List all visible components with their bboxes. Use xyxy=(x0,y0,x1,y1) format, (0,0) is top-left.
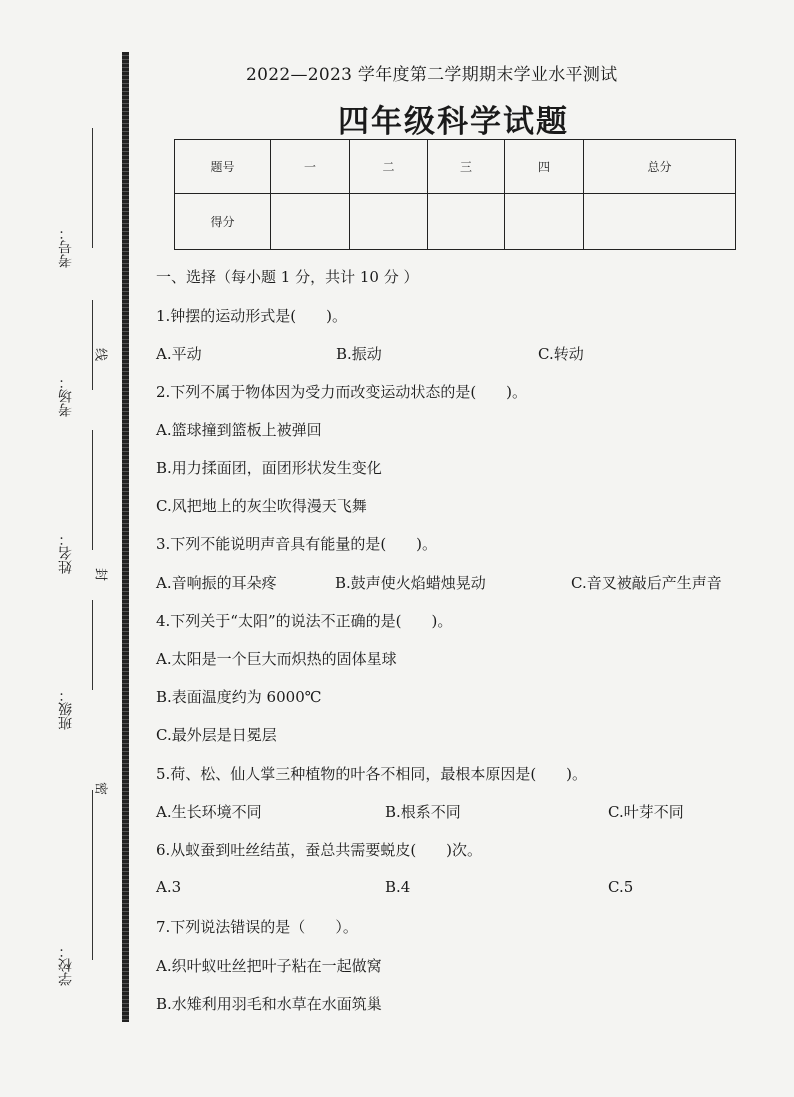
score-row-label: 得分 xyxy=(175,194,271,250)
score-cell[interactable] xyxy=(428,194,505,250)
school-label: 学校： xyxy=(58,944,74,986)
score-table-header: 二 xyxy=(350,140,428,194)
question-stem: 4.下列关于“太阳”的说法不正确的是( )。 xyxy=(156,612,453,630)
option: A.3 xyxy=(156,878,182,896)
score-table-header: 三 xyxy=(428,140,505,194)
option: C.最外层是日冕层 xyxy=(156,726,277,744)
option: B.表面温度约为 6000℃ xyxy=(156,688,322,706)
exam-room-label: 考场： xyxy=(58,375,74,417)
option: A.音响振的耳朵疼 xyxy=(156,574,277,592)
exam-subtitle: 2022—2023 学年度第二学期期末学业水平测试 xyxy=(246,65,618,85)
exam-number-underline xyxy=(92,128,93,248)
option: B.水雉利用羽毛和水草在水面筑巢 xyxy=(156,995,382,1013)
question-stem: 1.钟摆的运动形式是( )。 xyxy=(156,307,348,325)
class-label: 班级： xyxy=(58,688,74,730)
question-stem: 5.荷、松、仙人掌三种植物的叶各不相同，最根本原因是( )。 xyxy=(156,765,588,783)
score-table-header: 总分 xyxy=(584,140,736,194)
exam-room-underline xyxy=(92,300,93,390)
option: C.转动 xyxy=(538,345,584,363)
school-underline xyxy=(92,790,93,960)
score-cell[interactable] xyxy=(271,194,350,250)
score-table-header: 一 xyxy=(271,140,350,194)
score-table-header: 四 xyxy=(505,140,584,194)
option: C.5 xyxy=(608,878,634,896)
exam-number-label: 考号： xyxy=(58,226,74,268)
binding-line xyxy=(122,52,129,1022)
option: A.织叶蚁吐丝把叶子粘在一起做窝 xyxy=(156,957,382,975)
option: A.太阳是一个巨大而炽热的固体星球 xyxy=(156,650,397,668)
option: B.4 xyxy=(385,878,411,896)
seal-mark-line: 线 xyxy=(95,345,108,360)
score-table xyxy=(174,139,736,250)
name-underline xyxy=(92,430,93,550)
option: C.风把地上的灰尘吹得漫天飞舞 xyxy=(156,497,367,515)
option: B.根系不同 xyxy=(385,803,461,821)
score-cell[interactable] xyxy=(584,194,736,250)
section-title: 一、选择（每小题 1 分，共计 10 分 ） xyxy=(156,268,419,286)
option: A.篮球撞到篮板上被弹回 xyxy=(156,421,322,439)
option: C.叶芽不同 xyxy=(608,803,684,821)
option: A.生长环境不同 xyxy=(156,803,262,821)
question-stem: 3.下列不能说明声音具有能量的是( )。 xyxy=(156,535,438,553)
name-label: 姓名： xyxy=(58,532,74,574)
option: B.振动 xyxy=(336,345,382,363)
question-stem: 7.下列说法错误的是（ ）。 xyxy=(156,918,358,936)
exam-title: 四年级科学试题 xyxy=(338,104,569,140)
question-stem: 2.下列不属于物体因为受力而改变运动状态的是( )。 xyxy=(156,383,528,401)
option: B.用力揉面团，面团形状发生变化 xyxy=(156,459,382,477)
score-table-header: 题号 xyxy=(175,140,271,194)
option: B.鼓声使火焰蜡烛晃动 xyxy=(335,574,486,592)
seal-mark-secret: 密 xyxy=(95,779,108,794)
option: A.平动 xyxy=(156,345,202,363)
class-underline xyxy=(92,600,93,690)
score-cell[interactable] xyxy=(505,194,584,250)
seal-mark-seal: 封 xyxy=(95,565,108,580)
question-stem: 6.从蚁蚕到吐丝结茧，蚕总共需要蜕皮( )次。 xyxy=(156,841,483,859)
option: C.音叉被敲后产生声音 xyxy=(571,574,722,592)
score-cell[interactable] xyxy=(350,194,428,250)
